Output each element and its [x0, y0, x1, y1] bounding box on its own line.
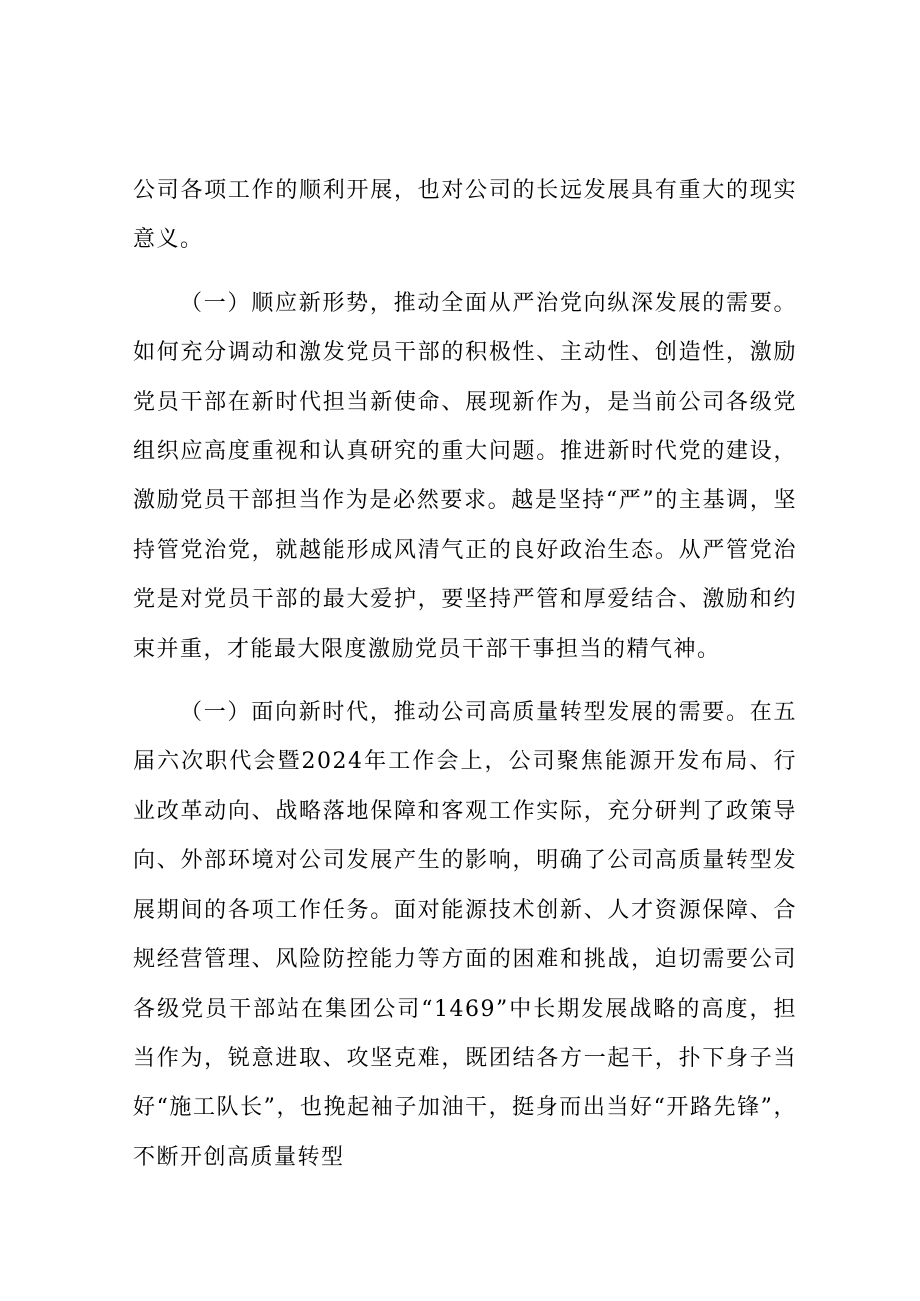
- document-body: [133, 166, 797, 1182]
- paragraph-section-1: （一）顺应新形势，推动全面从严治党向纵深发展的需要。如何充分调动和激发党员干部的积极性、主动性、创造性，激励党员干部在新时代担当新使命、展现新作为，是当前公司各级党组织应高度重视和认真研究的重大问题。推进新时代党的建设，激励党员干部担当作为是必然要求。越是坚持“严”的主基调，坚持管党治党，就越能形成风清气正的良好政治生态。从严管党治党是对党员干部的最大爱护，要坚持严管和厚爱结合、激励和约束并重，才能最大限度激励党员干部干事担当的精气神。: [133, 290, 797, 662]
- paragraph-gap: [133, 674, 797, 688]
- paragraph-gap: [133, 265, 797, 279]
- paragraph-continuation: 公司各项工作的顺利开展，也对公司的长远发展具有重大的现实意义。: [133, 178, 797, 253]
- paragraph-section-2: （一）面向新时代，推动公司高质量转型发展的需要。在五届六次职代会暨2024年工作会上，公司聚焦能源开发布局、行业改革动向、战略落地保障和客观工作实际，充分研判了政策导向、外部环境对公司发展产生的影响，明确了公司高质量转型发展期间的各项工作任务。面对能源技术创新、人才资源保障、合规经营管理、风险防控能力等方面的困难和挑战，迫切需要公司各级党员干部站在集团公司“1469”中长期发展战略的高度，担当作为，锐意进取、攻坚克难，既团结各方一起干，扑下身子当好“施工队长”，也挽起袖子加油干，挺身而出当好“开路先锋”，不断开创高质量转型: [133, 700, 797, 1170]
